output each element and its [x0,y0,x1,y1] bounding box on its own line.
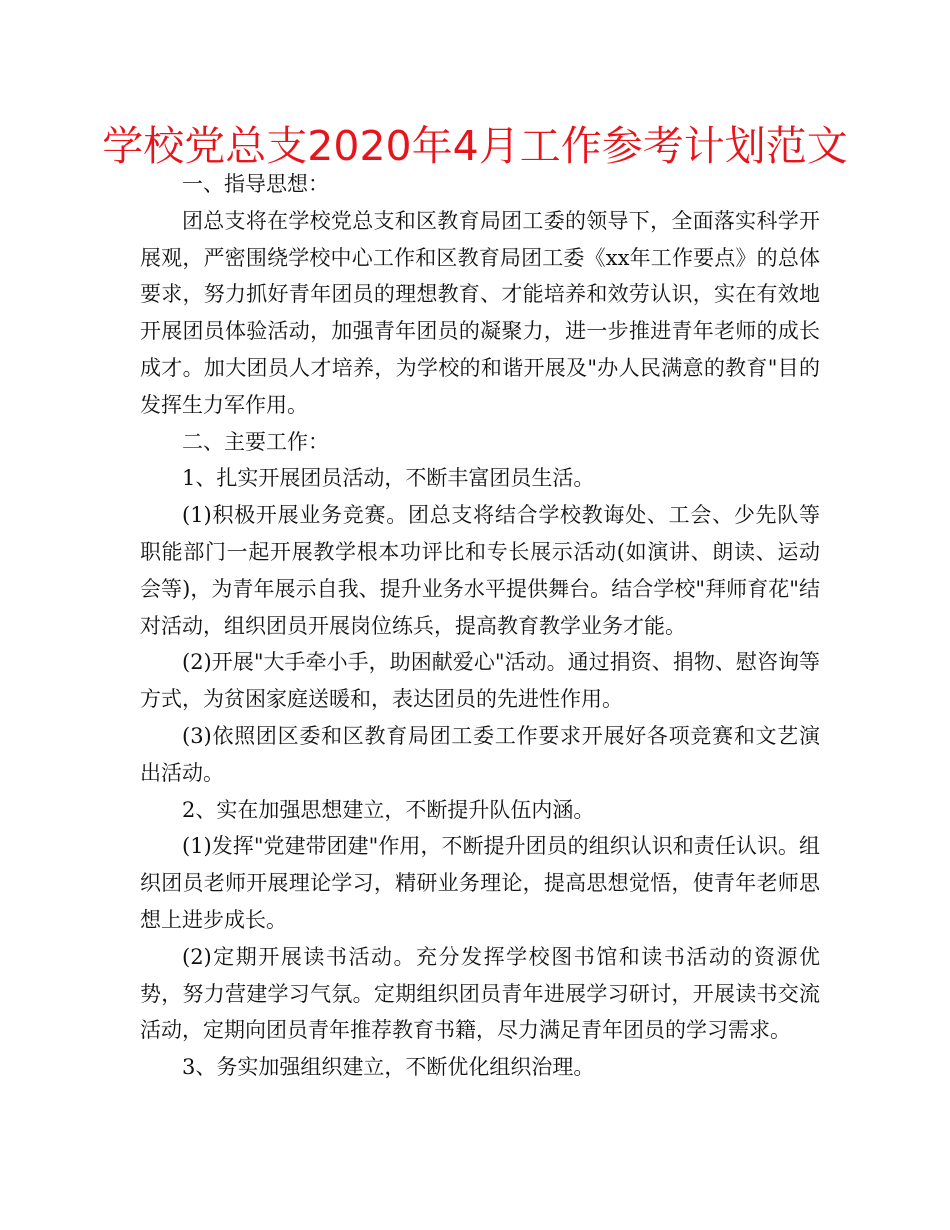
paragraph-item-2-2: (2)定期开展读书活动。充分发挥学校图书馆和读书活动的资源优势，努力营建学习气氛。定期组织团员青年进展学习研讨，开展读书交流活动，定期向团员青年推荐教育书籍，尽力满足青年团员的学习需求。 [140,944,820,1043]
document-body [140,166,820,1086]
section-heading-main-work: 二、主要工作： [182,429,329,454]
subsection-heading-2: 2、实在加强思想建立，不断提升队伍内涵。 [182,797,595,822]
subsection-heading-3: 3、务实加强组织建立，不断优化组织治理。 [182,1055,595,1080]
paragraph-item-1-1: (1)积极开展业务竞赛。团总支将结合学校教诲处、工会、少先队等职能部门一起开展教学根本功评比和专长展示活动(如演讲、朗读、运动会等)，为青年展示自我、提升业务水平提供舞台。结合学校"拜师育花"结对活动，组织团员开展岗位练兵，提高教育教学业务才能。 [140,503,820,638]
paragraph-item-1-2: (2)开展"大手牵小手，助困献爱心"活动。通过捐资、捐物、慰咨询等方式，为贫困家庭送暖和，表达团员的先进性作用。 [140,650,820,712]
section-heading-guiding-thought: 一、指导思想： [182,172,329,196]
paragraph-item-1-3: (3)依照团区委和区教育局团工委工作要求开展好各项竞赛和文艺演出活动。 [140,723,820,785]
paragraph-guiding-thought: 团总支将在学校党总支和区教育局团工委的领导下，全面落实科学开展观，严密围绕学校中心工作和区教育局团工委《xx年工作要点》的总体要求，努力抓好青年团员的理想教育、才能培养和效劳认识，实在有效地开展团员体验活动，加强青年团员的凝聚力，进一步推进青年老师的成长成才。加大团员人才培养，为学校的和谐开展及"办人民满意的教育"目的发挥生力军作用。 [140,208,820,417]
subsection-heading-1: 1、扎实开展团员活动，不断丰富团员生活。 [182,466,595,491]
paragraph-item-2-1: (1)发挥"党建带团建"作用，不断提升团员的组织认识和责任认识。组织团员老师开展理论学习，精研业务理论，提高思想觉悟，使青年老师思想上进步成长。 [140,834,820,932]
document-title: 学校党总支2020年4月工作参考计划范文 [102,122,848,170]
